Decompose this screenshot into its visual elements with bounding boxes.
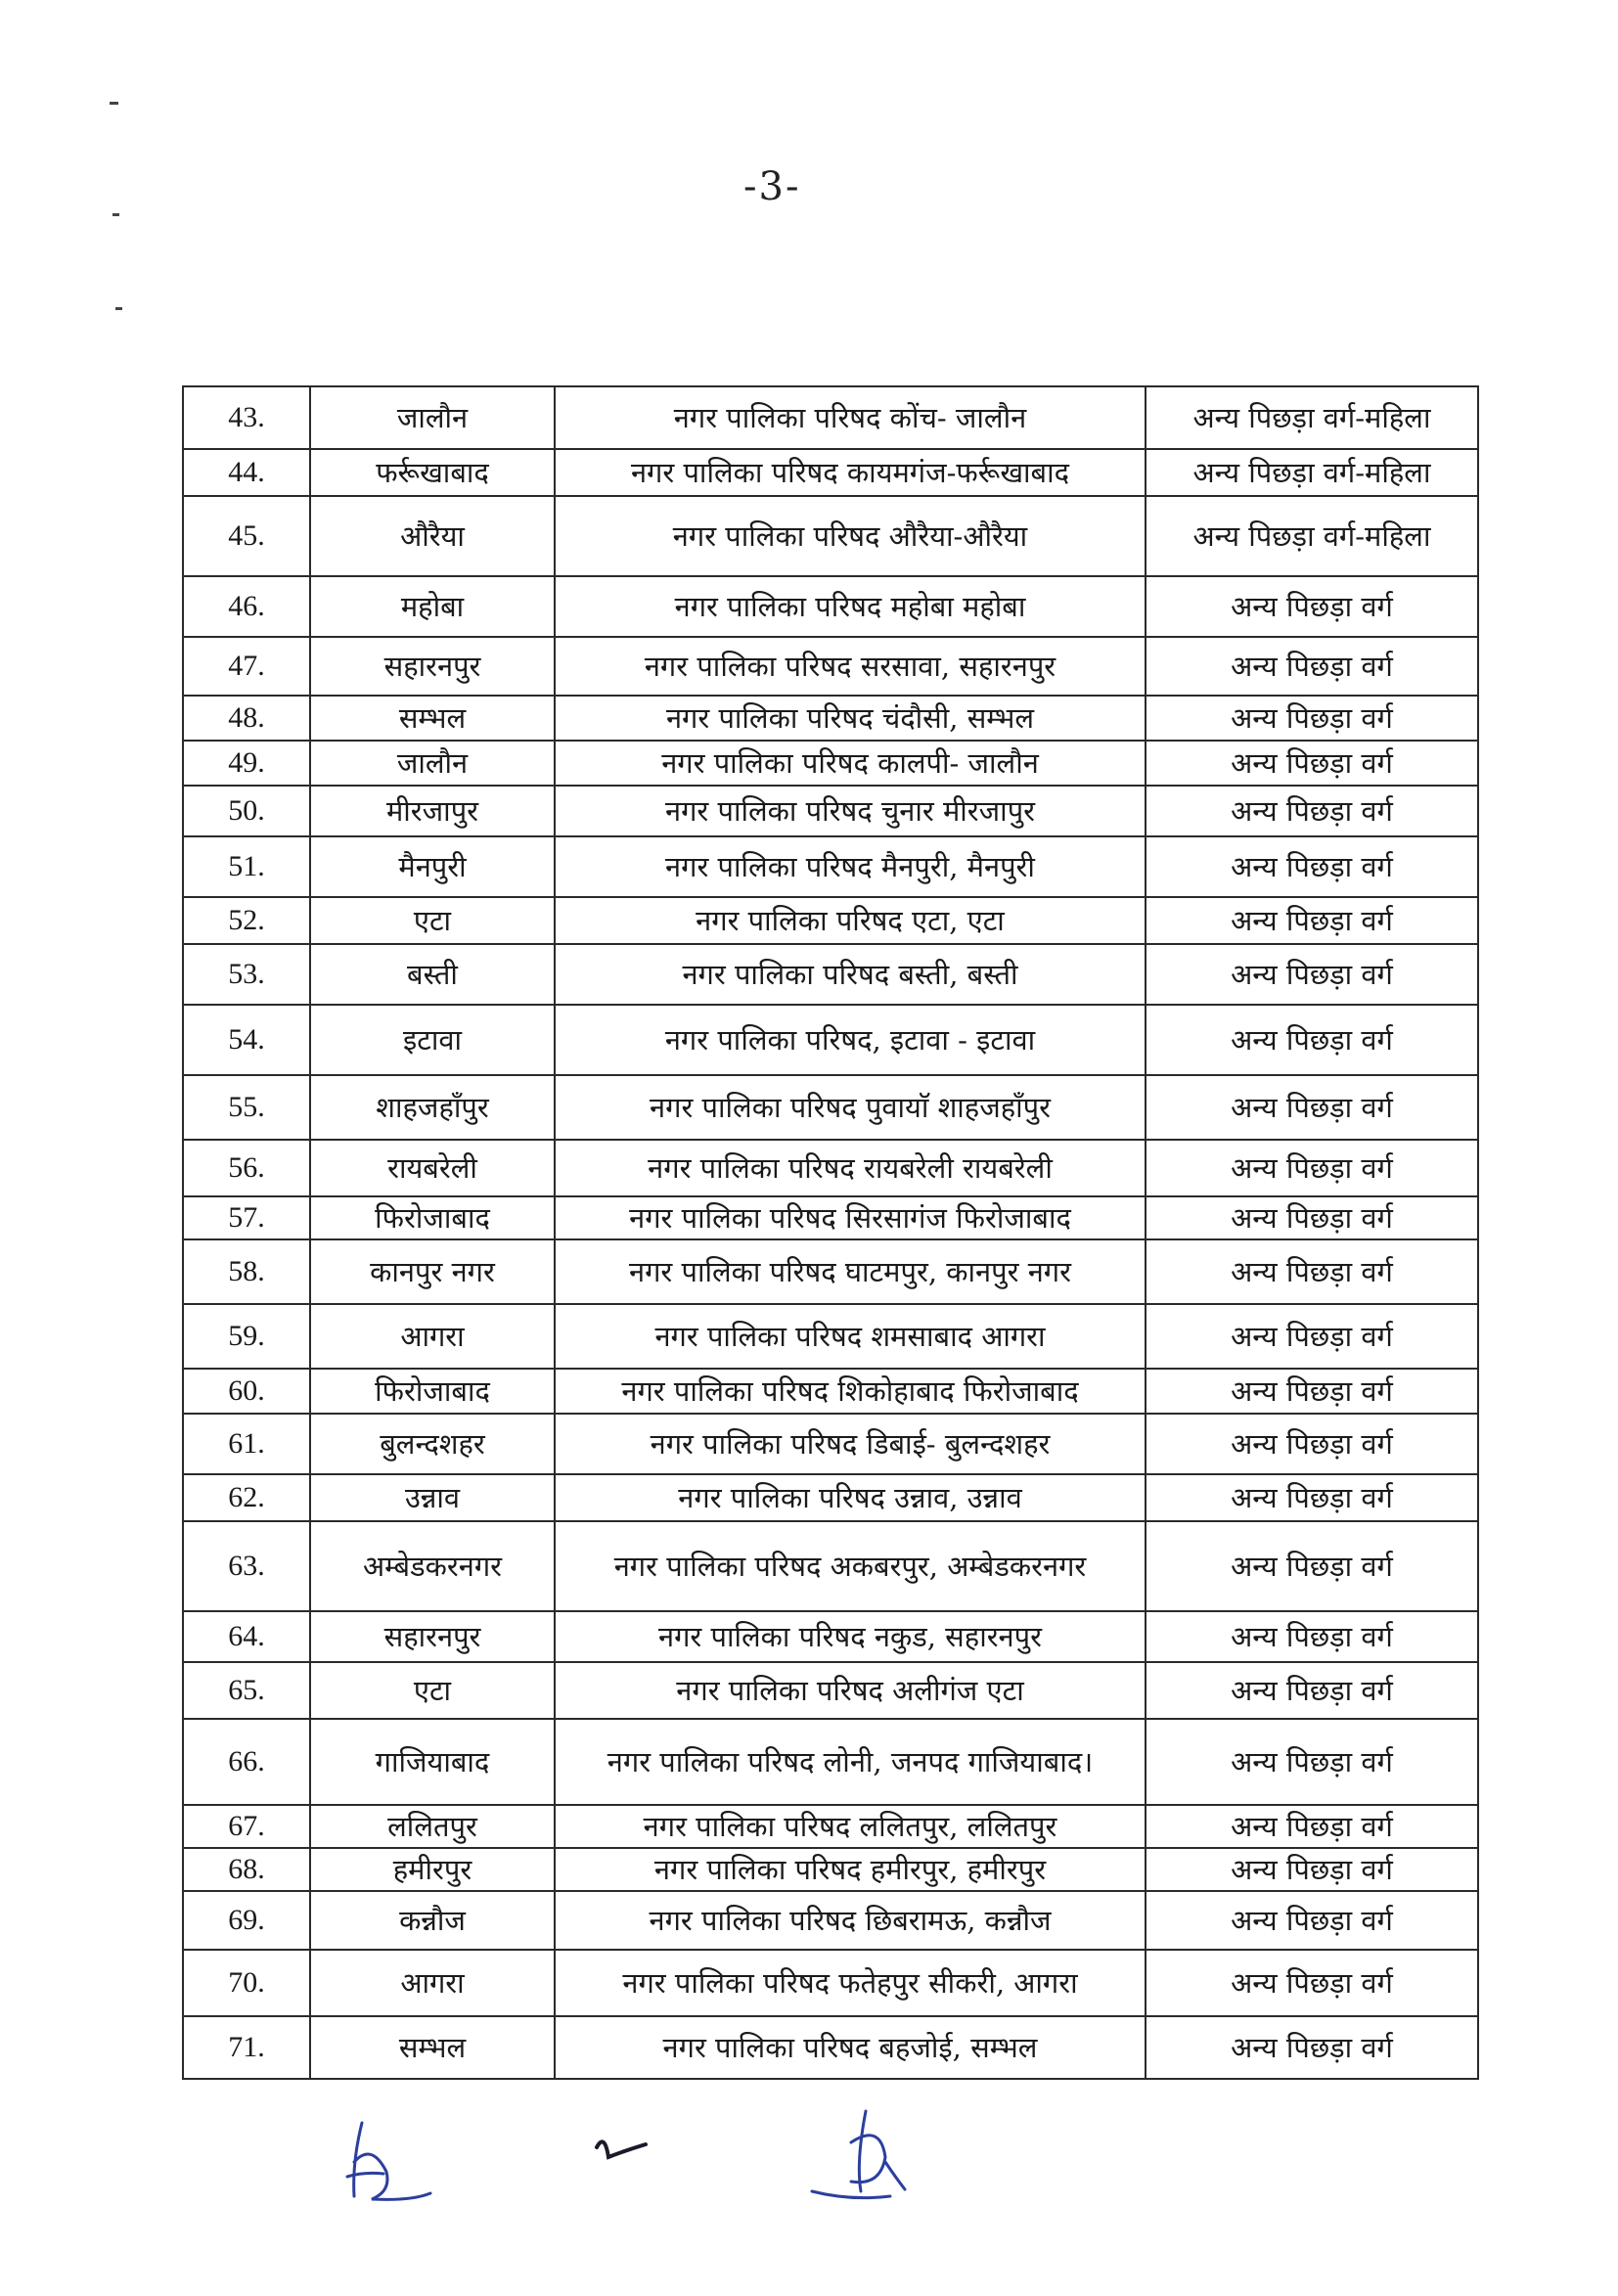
municipal-body-cell: नगर पालिका परिषद घाटमपुर, कानपुर नगर bbox=[555, 1239, 1146, 1304]
reservation-category-cell: अन्य पिछड़ा वर्ग bbox=[1146, 1848, 1478, 1891]
signatures bbox=[0, 2103, 1618, 2221]
municipal-body-cell: नगर पालिका परिषद डिबाई- बुलन्दशहर bbox=[555, 1414, 1146, 1474]
table-row bbox=[183, 386, 1478, 449]
serial-number-cell: 49. bbox=[183, 741, 310, 786]
page-number: -3- bbox=[743, 164, 801, 209]
signature-2 bbox=[597, 2141, 646, 2157]
municipal-body-cell: नगर पालिका परिषद पुवायाॅ शाहजहाँपुर bbox=[555, 1075, 1146, 1140]
district-cell: अम्बेडकरनगर bbox=[310, 1521, 555, 1611]
municipal-body-cell: नगर पालिका परिषद सरसावा, सहारनपुर bbox=[555, 637, 1146, 696]
table-row bbox=[183, 1719, 1478, 1805]
table-row bbox=[183, 1891, 1478, 1950]
municipal-body-cell: नगर पालिका परिषद चुनार मीरजापुर bbox=[555, 786, 1146, 836]
table-row bbox=[183, 1662, 1478, 1719]
municipal-body-cell: नगर पालिका परिषद हमीरपुर, हमीरपुर bbox=[555, 1848, 1146, 1891]
municipal-body-cell: नगर पालिका परिषद कोंच- जालौन bbox=[555, 386, 1146, 449]
municipal-body-cell: नगर पालिका परिषद एटा, एटा bbox=[555, 897, 1146, 944]
serial-number-cell: 62. bbox=[183, 1474, 310, 1521]
municipal-body-cell: नगर पालिका परिषद औरैया-औरैया bbox=[555, 496, 1146, 576]
reservation-category-cell: अन्य पिछड़ा वर्ग bbox=[1146, 1140, 1478, 1196]
reservation-category-cell: अन्य पिछड़ा वर्ग bbox=[1146, 1805, 1478, 1848]
table-row bbox=[183, 1474, 1478, 1521]
table-row bbox=[183, 1075, 1478, 1140]
district-cell: जालौन bbox=[310, 386, 555, 449]
district-cell: बस्ती bbox=[310, 944, 555, 1005]
reservation-category-cell: अन्य पिछड़ा वर्ग bbox=[1146, 1662, 1478, 1719]
reservation-category-cell: अन्य पिछड़ा वर्ग bbox=[1146, 1521, 1478, 1611]
reservation-category-cell: अन्य पिछड़ा वर्ग bbox=[1146, 1414, 1478, 1474]
table-row bbox=[183, 496, 1478, 576]
table-row bbox=[183, 1239, 1478, 1304]
table-body bbox=[183, 386, 1478, 2079]
reservation-category-cell: अन्य पिछड़ा वर्ग bbox=[1146, 944, 1478, 1005]
table-row bbox=[183, 897, 1478, 944]
municipal-body-cell: नगर पालिका परिषद अकबरपुर, अम्बेडकरनगर bbox=[555, 1521, 1146, 1611]
district-cell: सहारनपुर bbox=[310, 1611, 555, 1662]
municipal-body-cell: नगर पालिका परिषद कायमगंज-फर्रूखाबाद bbox=[555, 449, 1146, 496]
reservation-category-cell: अन्य पिछड़ा वर्ग bbox=[1146, 1891, 1478, 1950]
municipal-body-cell: नगर पालिका परिषद उन्नाव, उन्नाव bbox=[555, 1474, 1146, 1521]
district-cell: सहारनपुर bbox=[310, 637, 555, 696]
serial-number-cell: 59. bbox=[183, 1304, 310, 1369]
table-row bbox=[183, 1414, 1478, 1474]
reservation-category-cell: अन्य पिछड़ा वर्ग-महिला bbox=[1146, 386, 1478, 449]
municipal-body-cell: नगर पालिका परिषद छिबरामऊ, कन्नौज bbox=[555, 1891, 1146, 1950]
margin-mark bbox=[110, 102, 118, 105]
serial-number-cell: 52. bbox=[183, 897, 310, 944]
serial-number-cell: 61. bbox=[183, 1414, 310, 1474]
reservation-category-cell: अन्य पिछड़ा वर्ग bbox=[1146, 1005, 1478, 1075]
municipal-body-cell: नगर पालिका परिषद चंदौसी, सम्भल bbox=[555, 696, 1146, 741]
serial-number-cell: 65. bbox=[183, 1662, 310, 1719]
serial-number-cell: 55. bbox=[183, 1075, 310, 1140]
reservation-category-cell: अन्य पिछड़ा वर्ग bbox=[1146, 836, 1478, 897]
margin-mark bbox=[115, 307, 122, 310]
table-row bbox=[183, 1805, 1478, 1848]
municipal-body-cell: नगर पालिका परिषद रायबरेली रायबरेली bbox=[555, 1140, 1146, 1196]
margin-mark bbox=[112, 213, 119, 216]
district-cell: फिरोजाबाद bbox=[310, 1196, 555, 1239]
municipal-body-cell: नगर पालिका परिषद बस्ती, बस्ती bbox=[555, 944, 1146, 1005]
serial-number-cell: 44. bbox=[183, 449, 310, 496]
district-cell: औरैया bbox=[310, 496, 555, 576]
municipal-body-cell: नगर पालिका परिषद सिरसागंज फिरोजाबाद bbox=[555, 1196, 1146, 1239]
table-row bbox=[183, 1521, 1478, 1611]
serial-number-cell: 68. bbox=[183, 1848, 310, 1891]
district-cell: हमीरपुर bbox=[310, 1848, 555, 1891]
municipal-body-cell: नगर पालिका परिषद फतेहपुर सीकरी, आगरा bbox=[555, 1950, 1146, 2016]
table-row bbox=[183, 786, 1478, 836]
municipal-body-cell: नगर पालिका परिषद अलीगंज एटा bbox=[555, 1662, 1146, 1719]
serial-number-cell: 69. bbox=[183, 1891, 310, 1950]
municipal-body-cell: नगर पालिका परिषद महोबा महोबा bbox=[555, 576, 1146, 637]
serial-number-cell: 60. bbox=[183, 1369, 310, 1414]
serial-number-cell: 56. bbox=[183, 1140, 310, 1196]
reservation-category-cell: अन्य पिछड़ा वर्ग bbox=[1146, 1239, 1478, 1304]
serial-number-cell: 57. bbox=[183, 1196, 310, 1239]
district-cell: कन्नौज bbox=[310, 1891, 555, 1950]
reservation-category-cell: अन्य पिछड़ा वर्ग bbox=[1146, 2016, 1478, 2079]
serial-number-cell: 66. bbox=[183, 1719, 310, 1805]
table-row bbox=[183, 1196, 1478, 1239]
serial-number-cell: 71. bbox=[183, 2016, 310, 2079]
district-cell: ललितपुर bbox=[310, 1805, 555, 1848]
serial-number-cell: 70. bbox=[183, 1950, 310, 2016]
reservation-category-cell: अन्य पिछड़ा वर्ग bbox=[1146, 741, 1478, 786]
table-row bbox=[183, 1005, 1478, 1075]
serial-number-cell: 50. bbox=[183, 786, 310, 836]
district-cell: उन्नाव bbox=[310, 1474, 555, 1521]
district-cell: इटावा bbox=[310, 1005, 555, 1075]
reservation-category-cell: अन्य पिछड़ा वर्ग bbox=[1146, 696, 1478, 741]
serial-number-cell: 53. bbox=[183, 944, 310, 1005]
serial-number-cell: 64. bbox=[183, 1611, 310, 1662]
district-cell: रायबरेली bbox=[310, 1140, 555, 1196]
table-row bbox=[183, 1611, 1478, 1662]
serial-number-cell: 58. bbox=[183, 1239, 310, 1304]
table-row bbox=[183, 1369, 1478, 1414]
district-cell: फर्रूखाबाद bbox=[310, 449, 555, 496]
district-cell: कानपुर नगर bbox=[310, 1239, 555, 1304]
district-cell: फिरोजाबाद bbox=[310, 1369, 555, 1414]
table-row bbox=[183, 696, 1478, 741]
district-cell: आगरा bbox=[310, 1304, 555, 1369]
district-cell: एटा bbox=[310, 1662, 555, 1719]
municipal-body-cell: नगर पालिका परिषद कालपी- जालौन bbox=[555, 741, 1146, 786]
municipal-body-cell: नगर पालिका परिषद ललितपुर, ललितपुर bbox=[555, 1805, 1146, 1848]
district-cell: मैनपुरी bbox=[310, 836, 555, 897]
serial-number-cell: 67. bbox=[183, 1805, 310, 1848]
table-row bbox=[183, 576, 1478, 637]
reservation-category-cell: अन्य पिछड़ा वर्ग bbox=[1146, 1369, 1478, 1414]
table-row bbox=[183, 1950, 1478, 2016]
reservation-category-cell: अन्य पिछड़ा वर्ग bbox=[1146, 897, 1478, 944]
district-cell: गाजियाबाद bbox=[310, 1719, 555, 1805]
serial-number-cell: 43. bbox=[183, 386, 310, 449]
table-row bbox=[183, 1304, 1478, 1369]
table-row bbox=[183, 836, 1478, 897]
municipal-body-cell: नगर पालिका परिषद लोनी, जनपद गाजियाबाद। bbox=[555, 1719, 1146, 1805]
district-cell: सम्भल bbox=[310, 696, 555, 741]
municipal-body-cell: नगर पालिका परिषद मैनपुरी, मैनपुरी bbox=[555, 836, 1146, 897]
table-row bbox=[183, 449, 1478, 496]
reservation-category-cell: अन्य पिछड़ा वर्ग-महिला bbox=[1146, 449, 1478, 496]
serial-number-cell: 63. bbox=[183, 1521, 310, 1611]
reservation-table bbox=[182, 385, 1479, 2080]
reservation-category-cell: अन्य पिछड़ा वर्ग bbox=[1146, 576, 1478, 637]
reservation-category-cell: अन्य पिछड़ा वर्ग bbox=[1146, 1950, 1478, 2016]
district-cell: मीरजापुर bbox=[310, 786, 555, 836]
municipal-body-cell: नगर पालिका परिषद नकुड, सहारनपुर bbox=[555, 1611, 1146, 1662]
serial-number-cell: 46. bbox=[183, 576, 310, 637]
municipal-body-cell: नगर पालिका परिषद बहजोई, सम्भल bbox=[555, 2016, 1146, 2079]
reservation-category-cell: अन्य पिछड़ा वर्ग bbox=[1146, 637, 1478, 696]
table-row bbox=[183, 2016, 1478, 2079]
table-row bbox=[183, 741, 1478, 786]
municipal-body-cell: नगर पालिका परिषद, इटावा - इटावा bbox=[555, 1005, 1146, 1075]
reservation-category-cell: अन्य पिछड़ा वर्ग-महिला bbox=[1146, 496, 1478, 576]
reservation-category-cell: अन्य पिछड़ा वर्ग bbox=[1146, 786, 1478, 836]
reservation-category-cell: अन्य पिछड़ा वर्ग bbox=[1146, 1611, 1478, 1662]
table-row bbox=[183, 1140, 1478, 1196]
district-cell: शाहजहाँपुर bbox=[310, 1075, 555, 1140]
reservation-category-cell: अन्य पिछड़ा वर्ग bbox=[1146, 1075, 1478, 1140]
reservation-category-cell: अन्य पिछड़ा वर्ग bbox=[1146, 1196, 1478, 1239]
district-cell: बुलन्दशहर bbox=[310, 1414, 555, 1474]
serial-number-cell: 45. bbox=[183, 496, 310, 576]
reservation-category-cell: अन्य पिछड़ा वर्ग bbox=[1146, 1304, 1478, 1369]
district-cell: आगरा bbox=[310, 1950, 555, 2016]
district-cell: महोबा bbox=[310, 576, 555, 637]
municipal-body-cell: नगर पालिका परिषद शमसाबाद आगरा bbox=[555, 1304, 1146, 1369]
district-cell: एटा bbox=[310, 897, 555, 944]
signature-1 bbox=[347, 2123, 430, 2199]
serial-number-cell: 48. bbox=[183, 696, 310, 741]
reservation-category-cell: अन्य पिछड़ा वर्ग bbox=[1146, 1474, 1478, 1521]
signature-3 bbox=[812, 2111, 905, 2198]
serial-number-cell: 51. bbox=[183, 836, 310, 897]
table-row bbox=[183, 944, 1478, 1005]
district-cell: जालौन bbox=[310, 741, 555, 786]
table-row bbox=[183, 637, 1478, 696]
serial-number-cell: 47. bbox=[183, 637, 310, 696]
district-cell: सम्भल bbox=[310, 2016, 555, 2079]
serial-number-cell: 54. bbox=[183, 1005, 310, 1075]
table-row bbox=[183, 1848, 1478, 1891]
municipal-body-cell: नगर पालिका परिषद शिकोहाबाद फिरोजाबाद bbox=[555, 1369, 1146, 1414]
reservation-category-cell: अन्य पिछड़ा वर्ग bbox=[1146, 1719, 1478, 1805]
